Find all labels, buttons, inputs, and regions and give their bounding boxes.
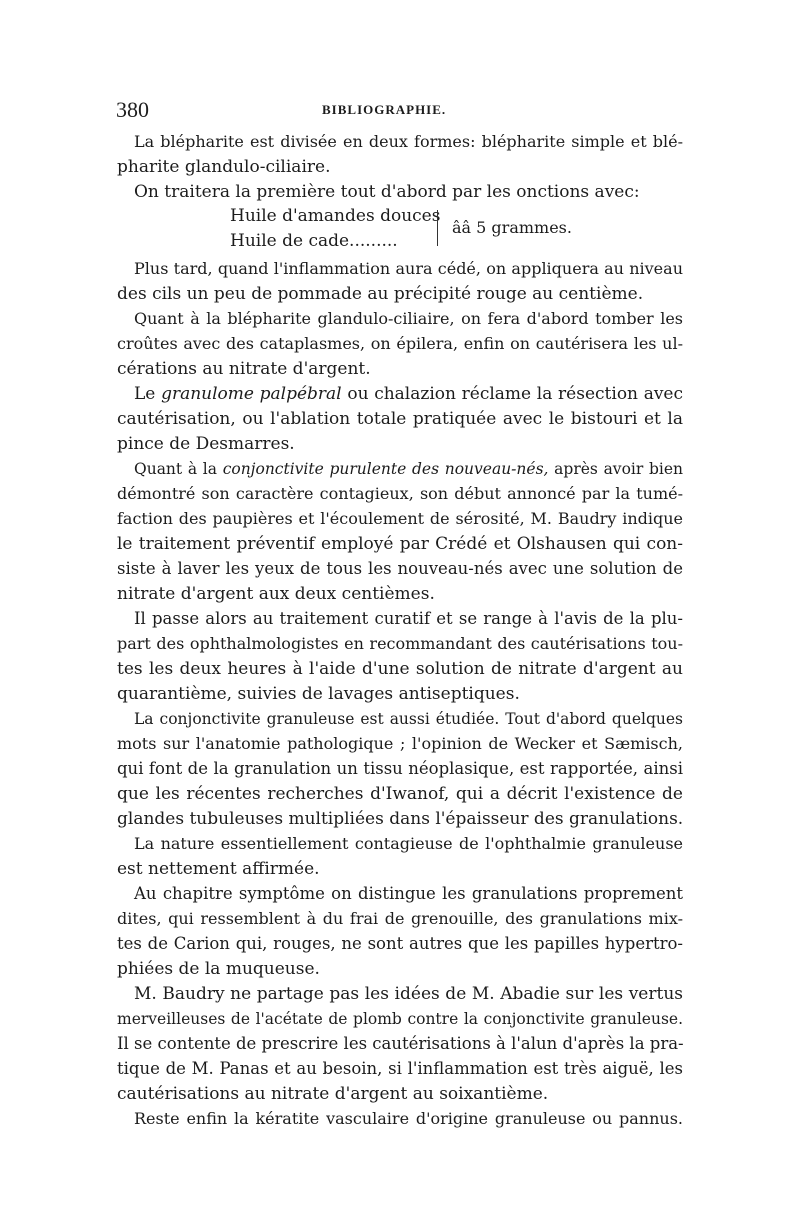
- text-line: mots sur l'anatomie pathologique ; l'opinion de Wecker et Sæmisch,: [117, 734, 683, 753]
- text-line: merveilleuses de l'acétate de plomb contre la conjonctivite granuleuse.: [117, 1010, 683, 1028]
- text-line: pince de Desmarres.: [117, 434, 295, 454]
- text-line: tique de M. Panas et au besoin, si l'inflammation est très aiguë, les: [117, 1059, 683, 1078]
- recipe-dose: ââ 5 grammes.: [452, 218, 572, 237]
- text-line: est nettement affirmée.: [117, 859, 320, 879]
- text-line: démontré son caractère contagieux, son début annoncé par la tumé-: [117, 484, 683, 503]
- text-line: le traitement préventif employé par Crédé et Olshausen qui con-: [117, 534, 683, 554]
- running-head: BIBLIOGRAPHIE.: [322, 102, 447, 117]
- text-line: que les récentes recherches d'Iwanof, qui a décrit l'existence de: [117, 784, 683, 804]
- text-line: Quant à la blépharite glandulo-ciliaire, on fera d'abord tomber les: [134, 309, 683, 328]
- text-line: La nature essentiellement contagieuse de l'ophthalmie granuleuse: [134, 834, 683, 853]
- text-line: Reste enfin la kératite vasculaire d'origine granuleuse ou pannus.: [134, 1109, 683, 1128]
- text-line: nitrate d'argent aux deux centièmes.: [117, 584, 435, 604]
- text-line: La blépharite est divisée en deux formes: blépharite simple et blé-: [134, 132, 683, 151]
- text-line: cérations au nitrate d'argent.: [117, 359, 371, 379]
- text-line: dites, qui ressemblent à du frai de grenouille, des granulations mix-: [117, 909, 683, 928]
- text-line: La conjonctivite granuleuse est aussi étudiée. Tout d'abord quelques: [134, 710, 683, 728]
- text-line: tes les deux heures à l'aide d'une solution de nitrate d'argent au: [117, 659, 683, 679]
- text-line: des cils un peu de pommade au précipité rouge au centième.: [117, 284, 644, 304]
- text-line: faction des paupières et l'écoulement de sérosité, M. Baudry indique: [117, 509, 683, 528]
- text-line: M. Baudry ne partage pas les idées de M. Abadie sur les vertus: [134, 984, 683, 1004]
- page-number: 380: [116, 97, 149, 122]
- text-line: Plus tard, quand l'inflammation aura cédé, on appliquera au niveau: [134, 259, 683, 278]
- text-line: tes de Carion qui, rouges, ne sont autres que les papilles hypertro-: [117, 934, 683, 953]
- text-line: siste à laver les yeux de tous les nouveau-nés avec une solution de: [117, 559, 683, 578]
- italic-term: conjonctivite purulente des nouveau-nés,: [222, 460, 549, 478]
- text-line: phiées de la muqueuse.: [117, 959, 320, 979]
- text-line: glandes tubuleuses multipliées dans l'épaisseur des granulations.: [117, 809, 684, 829]
- text-line: cautérisations au nitrate d'argent au soixantième.: [117, 1084, 549, 1104]
- text-line: croûtes avec des cataplasmes, on épilera, enfin on cautérisera les ul-: [117, 334, 683, 353]
- text-line: Au chapitre symptôme on distingue les granulations proprement: [134, 884, 683, 903]
- text-line: Il passe alors au traitement curatif et se range à l'avis de la plu-: [134, 609, 683, 628]
- text-line: On traitera la première tout d'abord par les onctions avec:: [134, 182, 640, 202]
- italic-term: granulome palpébral: [161, 384, 342, 404]
- text-line: quarantième, suivies de lavages antiseptiques.: [117, 684, 520, 704]
- text-line: pharite glandulo-ciliaire.: [117, 157, 331, 177]
- recipe-brace: [437, 210, 444, 246]
- recipe-line-1: Huile d'amandes douces: [230, 206, 441, 226]
- text-line: cautérisation, ou l'ablation totale pratiquée avec le bistouri et la: [117, 409, 683, 429]
- text-line: part des ophthalmologistes en recommandant des cautérisations tou-: [117, 634, 683, 653]
- text-line: qui font de la granulation un tissu néoplasique, est rapportée, ainsi: [117, 759, 683, 778]
- text-line: Il se contente de prescrire les cautérisations à l'alun d'après la pra-: [117, 1034, 684, 1053]
- recipe-line-2: Huile de cade.........: [230, 231, 398, 251]
- text-line: Le granulome palpébral ou chalazion réclame la résection avec: [134, 384, 684, 404]
- text-line: Quant à la conjonctivite purulente des nouveau-nés, après avoir bien: [134, 460, 683, 478]
